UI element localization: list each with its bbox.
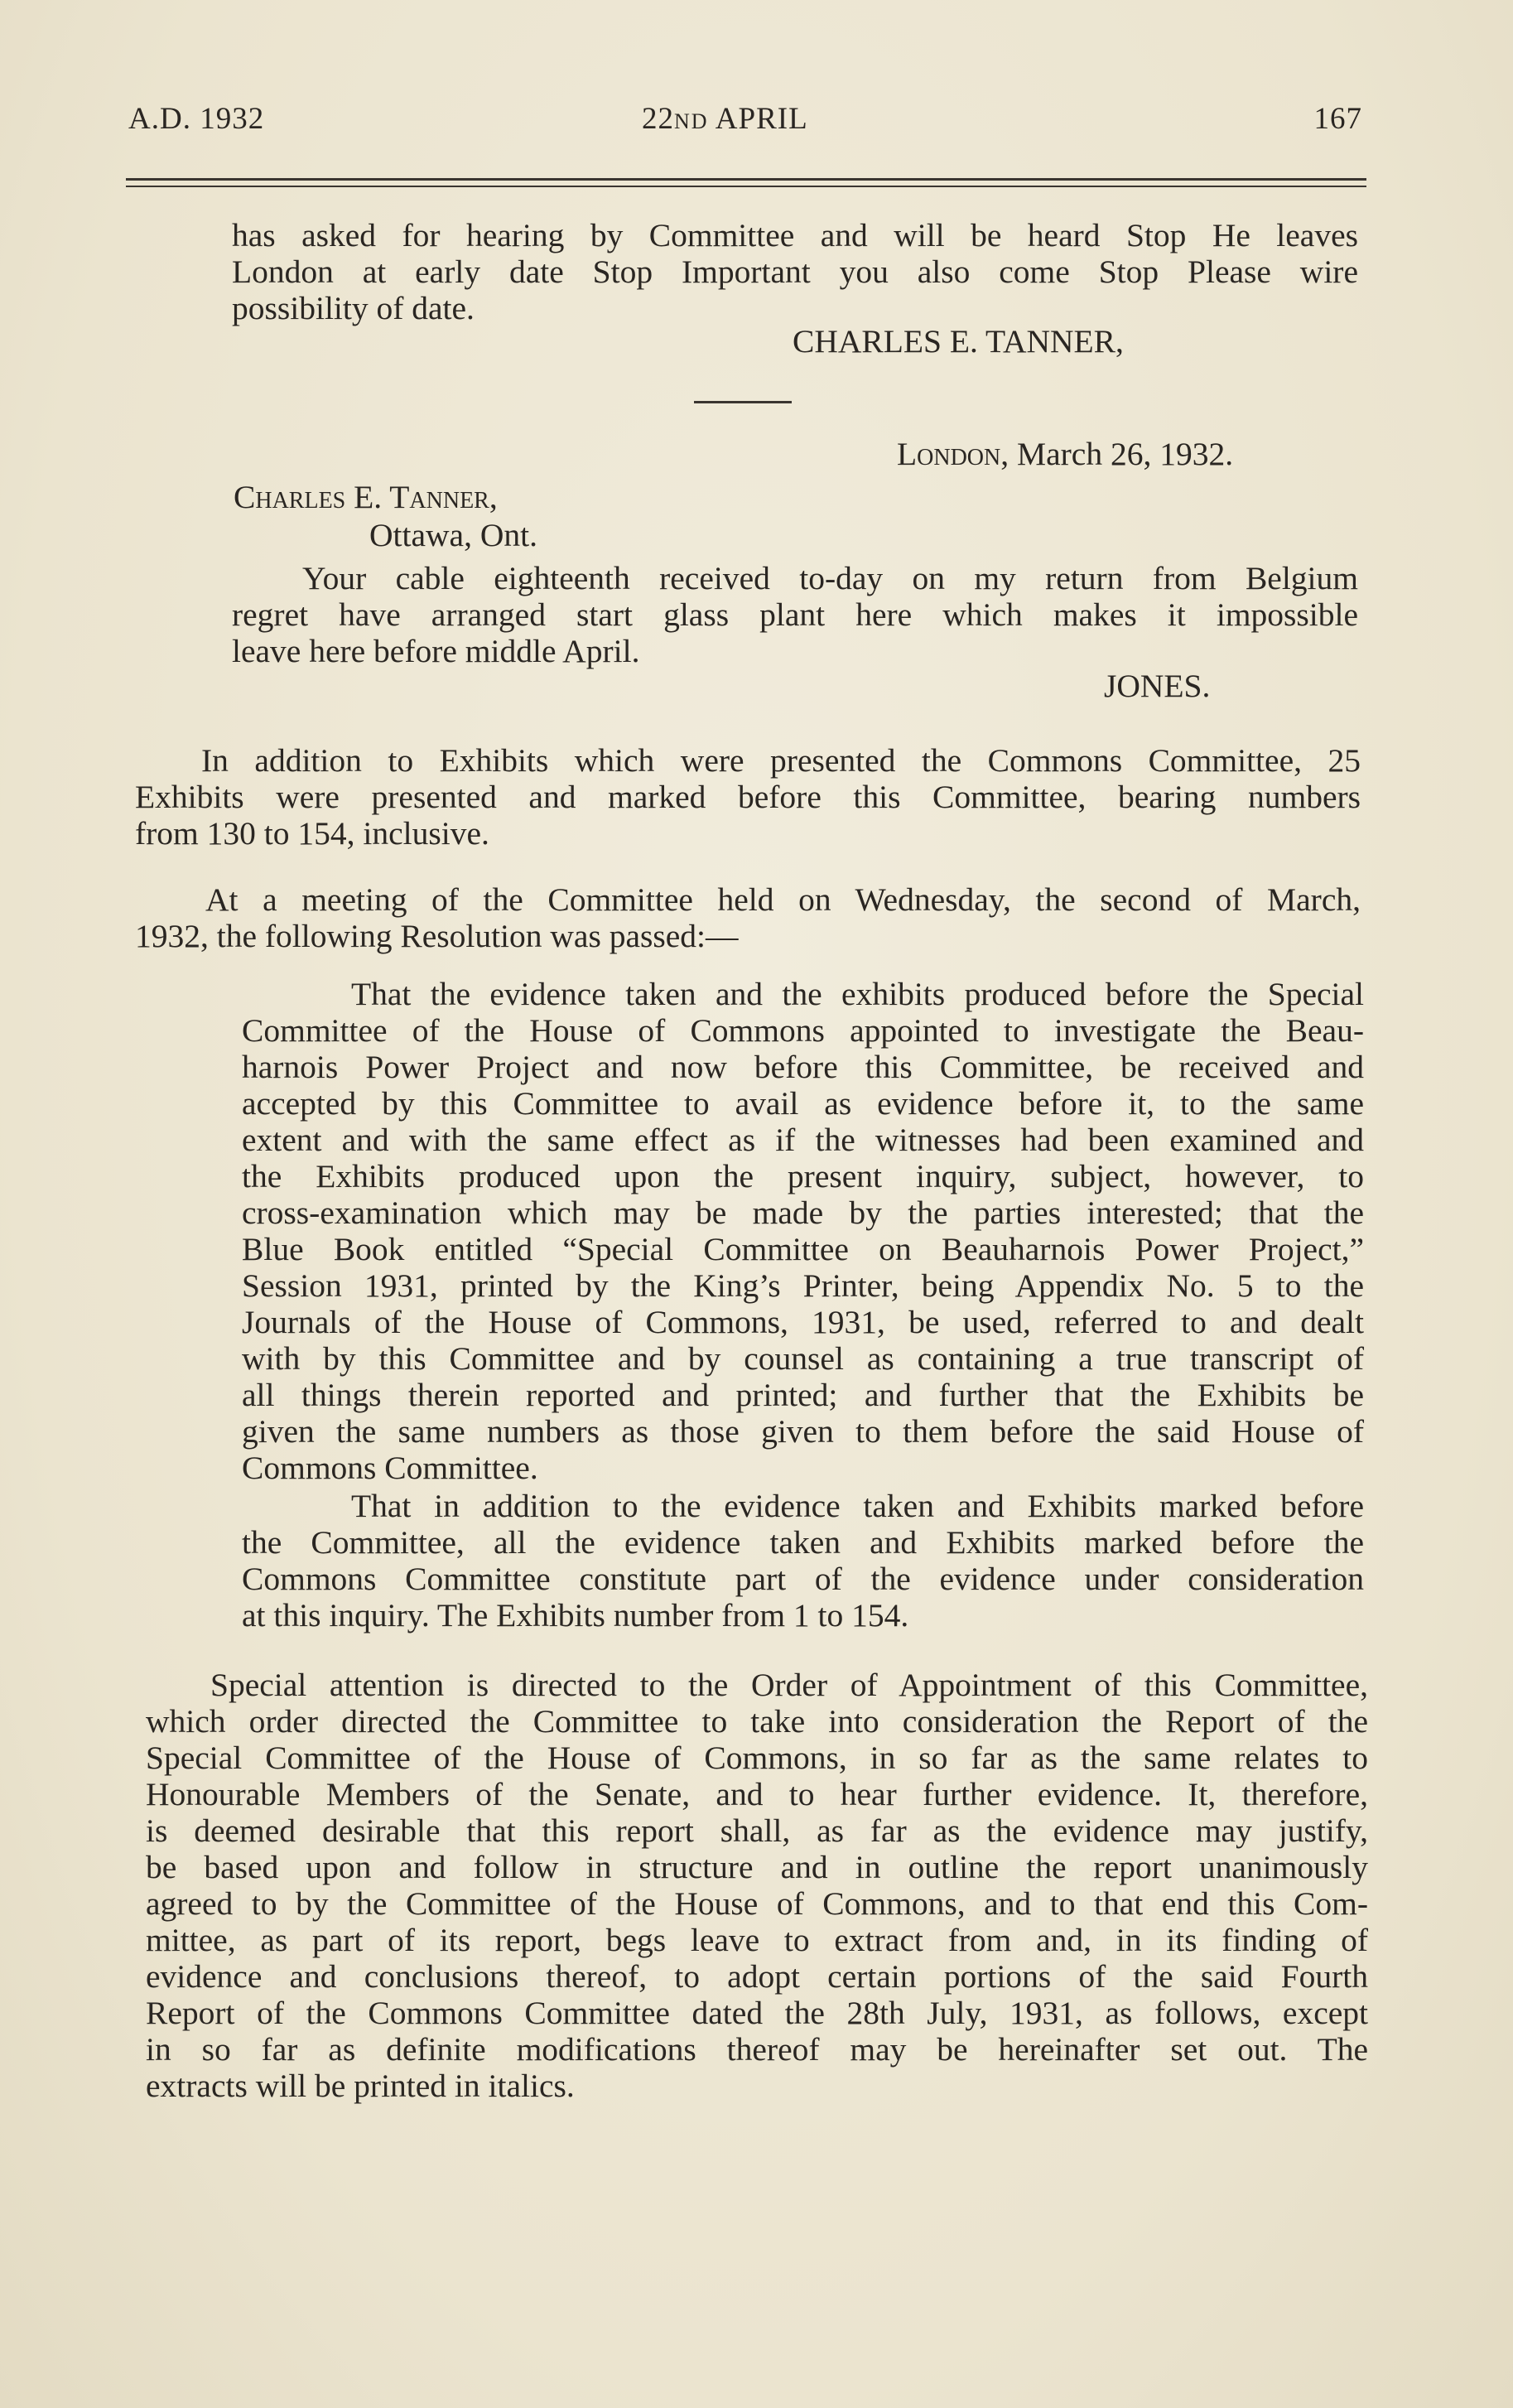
text-line: the Committee, all the evidence taken and Exhibits marked before the bbox=[242, 1524, 1364, 1561]
text-line: from 130 to 154, inclusive. bbox=[135, 815, 489, 852]
text-line: mittee, as part of its report, begs leave to extract from and, in its finding of bbox=[146, 1922, 1368, 1958]
cable-one-signature: CHARLES E. TANNER, bbox=[793, 323, 1124, 360]
text-line: all things therein reported and printed; and further that the Exhibits be bbox=[242, 1377, 1364, 1413]
text-line: is deemed desirable that this report shall, as far as the evidence may justify, bbox=[146, 1812, 1368, 1849]
header-rule-top bbox=[126, 178, 1366, 181]
text-line: Journals of the House of Commons, 1931, be used, referred to and dealt bbox=[242, 1304, 1364, 1340]
text-line: extracts will be printed in italics. bbox=[146, 2068, 575, 2104]
text-line: That in addition to the evidence taken and Exhibits marked before bbox=[351, 1488, 1364, 1524]
text-line: possibility of date. bbox=[232, 290, 475, 326]
header-date: 22ND APRIL bbox=[642, 102, 808, 136]
dateline-date: March 26, 1932. bbox=[1009, 436, 1234, 472]
header-rule-bottom bbox=[126, 186, 1366, 187]
dateline-place: London, bbox=[897, 436, 1009, 472]
text-line: harnois Power Project and now before this Committee, be received and bbox=[242, 1049, 1364, 1085]
text-line: with by this Committee and by counsel as containing a true transcript of bbox=[242, 1340, 1364, 1377]
text-line: Special attention is directed to the Order of Appointment of this Committee, bbox=[210, 1667, 1368, 1703]
text-line: Commons Committee constitute part of the evidence under consideration bbox=[242, 1561, 1364, 1597]
text-line: at this inquiry. The Exhibits number from 1 to 154. bbox=[242, 1597, 909, 1633]
meeting-paragraph bbox=[135, 881, 1361, 954]
running-header bbox=[128, 101, 1362, 151]
text-line: be based upon and follow in structure and in outline the report unanimously bbox=[146, 1849, 1368, 1885]
text-line: has asked for hearing by Committee and will be heard Stop He leaves bbox=[232, 217, 1358, 253]
cable-one-text bbox=[232, 217, 1358, 326]
exhibits-paragraph bbox=[135, 742, 1361, 852]
text-line: cross-examination which may be made by the parties interested; that the bbox=[242, 1194, 1364, 1231]
header-year: A.D. 1932 bbox=[128, 102, 265, 136]
text-line: At a meeting of the Committee held on Wednesday, the second of March, bbox=[205, 881, 1361, 918]
cable-two-text bbox=[232, 560, 1358, 669]
text-line: agreed to by the Committee of the House of Commons, and to that end this Com- bbox=[146, 1885, 1368, 1922]
cable-two-addressee: Charles E. Tanner, bbox=[234, 479, 498, 515]
text-line: evidence and conclusions thereof, to adopt certain portions of the said Fourth bbox=[146, 1958, 1368, 1995]
text-line: leave here before middle April. bbox=[232, 633, 640, 669]
section-divider bbox=[694, 401, 792, 403]
cable-two-dateline bbox=[897, 436, 1233, 472]
text-line: In addition to Exhibits which were presented the Commons Committee, 25 bbox=[201, 742, 1361, 779]
text-line: Honourable Members of the Senate, and to hear further evidence. It, therefore, bbox=[146, 1776, 1368, 1812]
text-line: Commons Committee. bbox=[242, 1450, 538, 1486]
text-line: in so far as definite modifications thereof may be hereinafter set out. The bbox=[146, 2031, 1368, 2068]
text-line: Exhibits were presented and marked before this Committee, bearing numbers bbox=[135, 779, 1361, 815]
cable-two-signature: JONES. bbox=[1104, 668, 1211, 704]
text-line: That the evidence taken and the exhibits produced before the Special bbox=[351, 976, 1364, 1012]
text-line: the Exhibits produced upon the present inquiry, subject, however, to bbox=[242, 1158, 1364, 1194]
text-line: accepted by this Committee to avail as evidence before it, to the same bbox=[242, 1085, 1364, 1122]
text-line: Report of the Commons Committee dated the 28th July, 1931, as follows, except bbox=[146, 1995, 1368, 2031]
cable-two-city: Ottawa, Ont. bbox=[369, 517, 537, 553]
text-line: London at early date Stop Important you also come Stop Please wire bbox=[232, 253, 1358, 290]
text-line: given the same numbers as those given to them before the said House of bbox=[242, 1413, 1364, 1450]
text-line: Committee of the House of Commons appointed to investigate the Beau- bbox=[242, 1012, 1364, 1049]
text-line: 1932, the following Resolution was passed:— bbox=[135, 918, 739, 954]
text-line: which order directed the Committee to take into consideration the Report of the bbox=[146, 1703, 1368, 1740]
text-line: extent and with the same effect as if the witnesses had been examined and bbox=[242, 1122, 1364, 1158]
text-line: Session 1931, printed by the King’s Printer, being Appendix No. 5 to the bbox=[242, 1267, 1364, 1304]
page-number: 167 bbox=[1313, 102, 1362, 136]
special-attention-paragraph bbox=[146, 1667, 1368, 2104]
resolution-paragraph-one bbox=[242, 976, 1364, 1486]
text-line: regret have arranged start glass plant here which makes it impossible bbox=[232, 596, 1358, 633]
text-line: Your cable eighteenth received to-day on my return from Belgium bbox=[302, 560, 1358, 596]
text-line: Special Committee of the House of Commons, in so far as the same relates to bbox=[146, 1740, 1368, 1776]
text-line: Blue Book entitled “Special Committee on Beauharnois Power Project,” bbox=[242, 1231, 1364, 1267]
resolution-paragraph-two bbox=[242, 1488, 1364, 1633]
